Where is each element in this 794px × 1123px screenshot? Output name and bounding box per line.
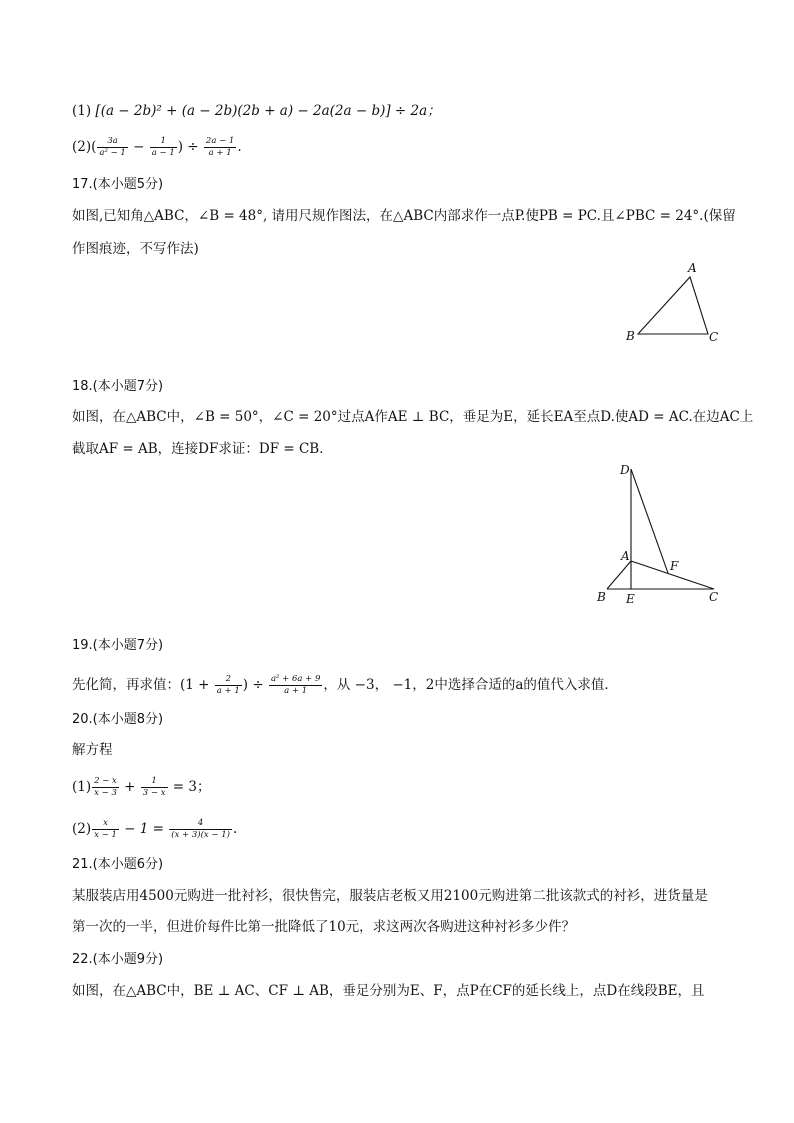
q21-heading: 21.(本小题6分): [72, 857, 164, 872]
numerator: a² + 6a + 9: [270, 674, 321, 684]
numerator: 1: [151, 776, 157, 786]
q21-text-line2: 第一次的一半，但进价每件比第一批降低了10元，求这两次各购进这种衬衫多少件？: [72, 919, 576, 935]
numerator: 2 − x: [94, 776, 117, 786]
denominator: x − 1: [94, 830, 117, 840]
vertex-label-b: B: [626, 329, 635, 343]
minus-one-equals: − 1 =: [124, 821, 164, 837]
q22-heading: 22.(本小题9分): [72, 952, 164, 967]
period: .: [232, 821, 238, 837]
fraction: [269, 674, 322, 697]
q18-text-line2: 截取AF = AB，连接DF求证：DF = CB．: [72, 441, 333, 457]
q19-heading: 19.(本小题7分): [72, 638, 164, 653]
vertex-label-c: C: [709, 330, 719, 344]
numerator: 2: [225, 674, 231, 684]
numerator: 3a: [107, 136, 118, 146]
paren-open: (: [91, 139, 97, 155]
segment-ab: [607, 561, 631, 589]
point-label-c: C: [709, 590, 719, 604]
point-label-f: F: [670, 559, 679, 573]
fraction: [169, 818, 232, 841]
q18-geometry-figure: [592, 458, 732, 608]
numerator: 1: [160, 136, 166, 146]
plus-sign: +: [124, 779, 136, 795]
denominator: a + 1: [269, 685, 322, 697]
triangle-abc: [638, 277, 708, 334]
q21-text-line1: 某服装店用4500元购进一批衬衫，很快售完，服装店老板又用2100元购进第二批该款式的衬衫，进货量是: [72, 888, 708, 904]
q20-intro: 解方程: [72, 742, 113, 758]
denominator: 3 − x: [142, 788, 166, 798]
denominator: a − 1: [151, 148, 175, 158]
q17-heading: 17.(本小题5分): [72, 177, 164, 192]
q17-text-line1: 如图,已知角△ABC，∠B = 48°, 请用尺规作图法，在△ABC内部求作一点P.使PB = PC.且∠PBC = 24°.(保留: [72, 208, 736, 224]
denominator: a + 1: [204, 147, 236, 159]
equals-three: = 3；: [172, 779, 211, 795]
q18-heading: 18.(本小题7分): [72, 379, 164, 394]
denominator: x − 3: [94, 788, 117, 798]
fraction: [92, 818, 119, 841]
q20-heading: 20.(本小题8分): [72, 712, 164, 727]
q18-text-line1: 如图，在△ABC中，∠B = 50°，∠C = 20°过点A作AE ⊥ BC，垂足为E，延长EA至点D.使AD = AC.在边AC上: [72, 409, 754, 425]
period: .: [237, 139, 242, 155]
fraction: [204, 136, 236, 159]
q19-divide: ) ÷: [242, 677, 264, 693]
q17-text-line2: 作图痕迹，不写作法): [72, 241, 199, 257]
numerator: x: [103, 818, 108, 828]
q20-part1-label: (1): [72, 779, 92, 795]
q19-prefix: 先化简，再求值：(1 +: [72, 677, 210, 693]
point-label-d: D: [620, 463, 630, 477]
fraction: [150, 136, 177, 159]
q16-part2: [72, 136, 242, 159]
q16-part1-expression: [(a − 2b)² + (a − 2b)(2b + a) − 2a(2a − b)] ÷ 2a；: [95, 103, 441, 119]
segment-df: [631, 469, 668, 573]
fraction: [215, 674, 242, 697]
minus-sign: −: [133, 139, 145, 155]
q22-text-line1: 如图，在△ABC中，BE ⊥ AC、CF ⊥ AB，垂足分别为E、F，点P在CF的延长线上，点D在线段BE，且: [72, 983, 705, 999]
q20-part2-label: (2): [72, 821, 92, 837]
fraction: [97, 136, 127, 159]
q19-suffix: ，从 −3， −1，2中选择合适的a的值代入求值．: [323, 677, 618, 693]
q19-text: [72, 674, 618, 697]
denominator: a² − 1: [99, 148, 126, 158]
numerator: 2a − 1: [205, 136, 235, 146]
q20-part1: [72, 776, 211, 799]
denominator: a + 1: [216, 686, 240, 696]
fraction: [92, 776, 119, 799]
denominator: (x + 3)(x − 1): [171, 830, 230, 840]
paren-close: ) ÷: [177, 139, 199, 155]
q16-part1-label: (1): [72, 103, 92, 119]
vertex-label-a: A: [688, 261, 697, 275]
point-label-a: A: [621, 549, 630, 563]
q17-triangle-figure: [610, 258, 750, 348]
point-label-b: B: [597, 590, 606, 604]
point-label-e: E: [626, 592, 635, 606]
q16-part2-label: (2): [72, 139, 92, 155]
q20-part2: [72, 818, 237, 841]
q16-part1: [72, 101, 441, 121]
fraction: [141, 776, 168, 799]
numerator: 4: [197, 818, 204, 828]
